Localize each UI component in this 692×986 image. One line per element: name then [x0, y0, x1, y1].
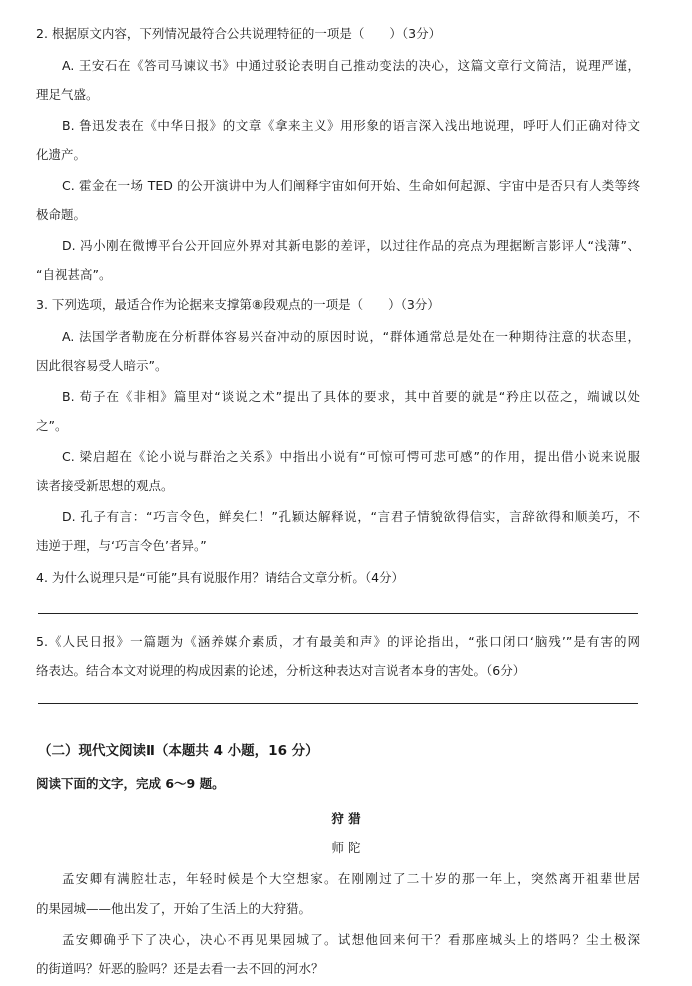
article-paragraph-1-line1: 孟安卿有满腔壮志，年轻时候是个大空想家。在刚刚过了二十岁的那一年上，突然离开祖辈世居 — [62, 871, 640, 886]
q2-option-d-line1: D. 冯小刚在微博平台公开回应外界对其新电影的差评，以过往作品的亮点为理据断言影评人“浅薄”、 — [62, 238, 640, 253]
q5-answer-line[interactable] — [38, 703, 638, 704]
section-heading: （二）现代文阅读Ⅱ（本题共 4 小题，16 分） — [38, 743, 319, 759]
q2-option-b-line2: 化遗产。 — [36, 147, 87, 162]
q3-option-c-line1: C. 梁启超在《论小说与群治之关系》中指出小说有“可惊可愕可悲可感”的作用，提出借小说来说服 — [62, 449, 640, 464]
article-author: 师 陀 — [331, 840, 361, 855]
q3-option-a-line2: 因此很容易受人暗示”。 — [36, 358, 168, 373]
article-paragraph-2-line1: 孟安卿确乎下了决心，决心不再见果园城了。试想他回来何干？看那座城头上的塔吗？尘土极深 — [62, 932, 640, 947]
q3-option-d-line2: 违逆于理，与‘巧言令色’者异。” — [36, 538, 207, 553]
q4-stem: 4. 为什么说理只是“可能”具有说服作用？请结合文章分析。（4分） — [36, 570, 405, 585]
reading-instruction: 阅读下面的文字，完成 6～9 题。 — [36, 776, 225, 791]
q3-option-a-line1: A. 法国学者勒庞在分析群体容易兴奋冲动的原因时说，“群体通常总是处在一种期待注意的状态里， — [62, 329, 640, 344]
q2-option-c-line2: 极命题。 — [36, 207, 87, 222]
q3-option-c-line2: 读者接受新思想的观点。 — [36, 478, 174, 493]
q2-option-a-line1: A. 王安石在《答司马谏议书》中通过驳论表明自己推动变法的决心，这篇文章行文简洁，说理严谨， — [62, 58, 640, 73]
q2-option-d-line2: “自视甚高”。 — [36, 267, 112, 282]
q3-option-b-line2: 之”。 — [36, 418, 68, 433]
q4-answer-line[interactable] — [38, 613, 638, 614]
q5-stem-line2: 络表达。结合本文对说理的构成因素的论述，分析这种表达对言说者本身的害处。（6分） — [36, 663, 526, 678]
q2-stem: 2. 根据原文内容，下列情况最符合公共说理特征的一项是（ ）（3分） — [36, 26, 442, 41]
article-title: 狩 猎 — [331, 811, 361, 826]
q2-option-b-line1: B. 鲁迅发表在《中华日报》的文章《拿来主义》用形象的语言深入浅出地说理，呼吁人们正确对待文 — [62, 118, 640, 133]
q3-option-d-line1: D. 孔子有言：“巧言令色，鲜矣仁！”孔颖达解释说，“言君子情貌欲得信实，言辞欲得和顺美巧，不 — [62, 509, 640, 524]
q3-stem: 3. 下列选项，最适合作为论据来支撑第⑧段观点的一项是（ ）（3分） — [36, 297, 440, 312]
q2-option-c-line1: C. 霍金在一场 TED 的公开演讲中为人们阐释宇宙如何开始、生命如何起源、宇宙中是否只有人类等终 — [62, 178, 640, 193]
q2-option-a-line2: 理足气盛。 — [36, 87, 99, 102]
q3-option-b-line1: B. 荀子在《非相》篇里对“谈说之术”提出了具体的要求，其中首要的就是“矜庄以莅之，端诚以处 — [62, 389, 640, 404]
q5-stem-line1: 5.《人民日报》一篇题为《涵养媒介素质，才有最美和声》的评论指出，“张口闭口‘脑残’”是有害的网 — [36, 634, 640, 649]
article-paragraph-2-line2: 的街道吗？奸恶的脸吗？还是去看一去不回的河水？ — [36, 961, 324, 976]
article-paragraph-1-line2: 的果园城——他出发了，开始了生活上的大狩猎。 — [36, 901, 312, 916]
